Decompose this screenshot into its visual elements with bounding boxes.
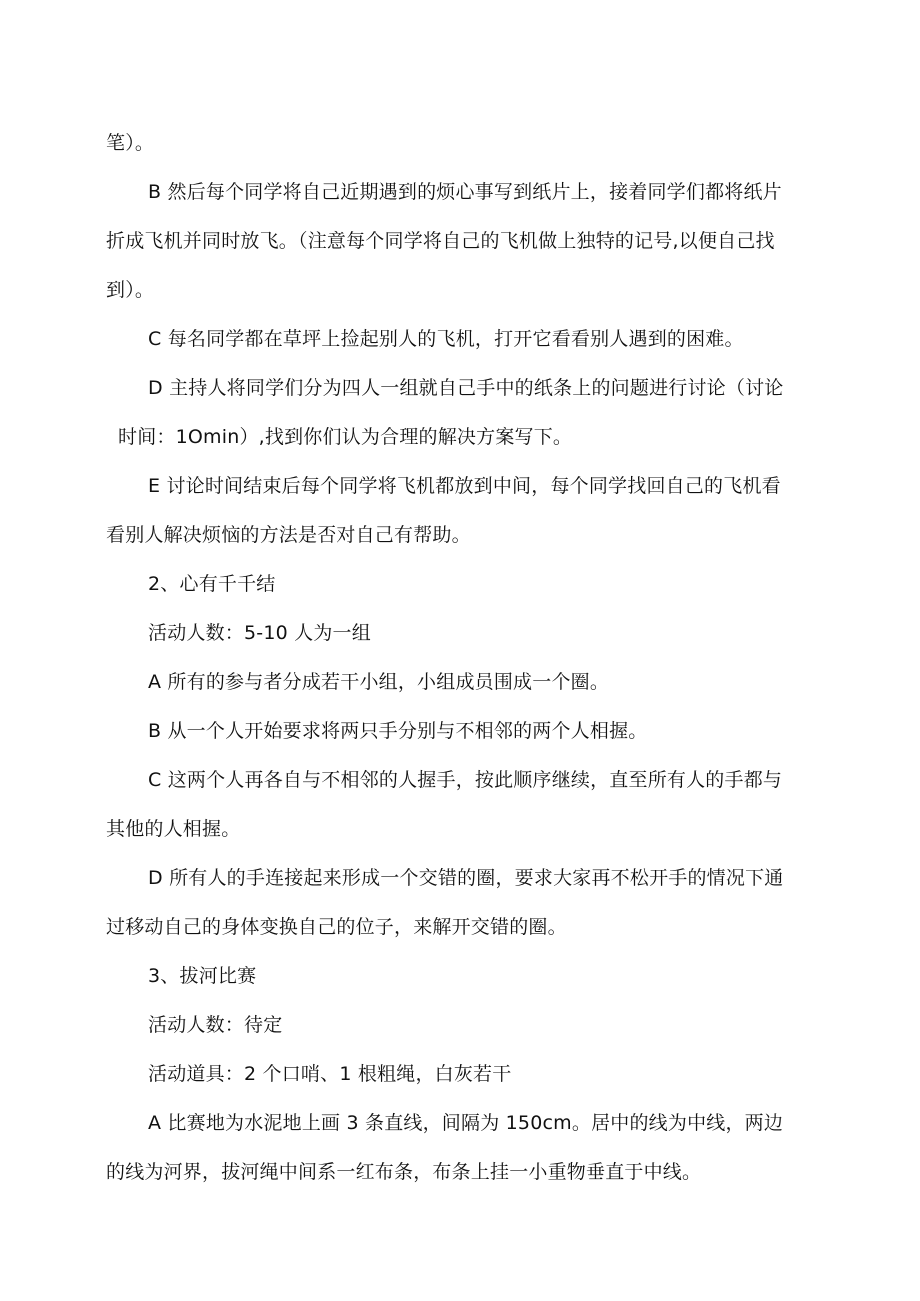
- text-line: 的线为河界，拔河绳中间系一红布条，布条上挂一小重物垂直于中线。: [106, 1161, 702, 1183]
- text-line: D 所有人的手连接起来形成一个交错的圈，要求大家再不松开手的情况下通: [148, 867, 784, 889]
- text-line: C 这两个人再各自与不相邻的人握手，按此顺序继续，直至所有人的手都与: [148, 769, 783, 791]
- text-line: E 讨论时间结束后每个同学将飞机都放到中间，每个同学找回自己的飞机看: [148, 475, 781, 497]
- text-line: 到）。: [106, 279, 155, 301]
- text-line: 其他的人相握。: [106, 818, 241, 840]
- text-line: 活动人数：待定: [148, 1014, 283, 1036]
- text-line: 活动道具：2 个口哨、1 根粗绳，白灰若干: [148, 1063, 512, 1085]
- text-line: B 从一个人开始要求将两只手分别与不相邻的两个人相握。: [148, 720, 648, 742]
- text-line: 过移动自己的身体变换自己的位子，来解开交错的圈。: [106, 916, 567, 938]
- text-line: 时间：1Omin）,找到你们认为合理的解决方案写下。: [118, 426, 573, 448]
- text-line: 折成飞机并同时放飞。（注意每个同学将自己的飞机做上独特的记号,以便自己找: [106, 230, 775, 252]
- text-line: 活动人数：5-10 人为一组: [148, 622, 371, 644]
- text-line: A 所有的参与者分成若干小组，小组成员围成一个圈。: [148, 671, 610, 693]
- text-line: 笔）。: [106, 132, 155, 154]
- section-heading: 2、心有千千结: [148, 573, 276, 595]
- text-line: A 比赛地为水泥地上画 3 条直线，间隔为 150cm。居中的线为中线，两边: [148, 1112, 784, 1134]
- section-heading: 3、拔河比赛: [148, 965, 257, 987]
- text-line: B 然后每个同学将自己近期遇到的烦心事写到纸片上，接着同学们都将纸片: [148, 181, 782, 203]
- text-line: 看别人解决烦恼的方法是否对自己有帮助。: [106, 524, 471, 546]
- text-line: D 主持人将同学们分为四人一组就自己手中的纸条上的问题进行讨论（讨论: [148, 377, 784, 399]
- text-line: C 每名同学都在草坪上捡起别人的飞机，打开它看看别人遇到的困难。: [148, 328, 744, 350]
